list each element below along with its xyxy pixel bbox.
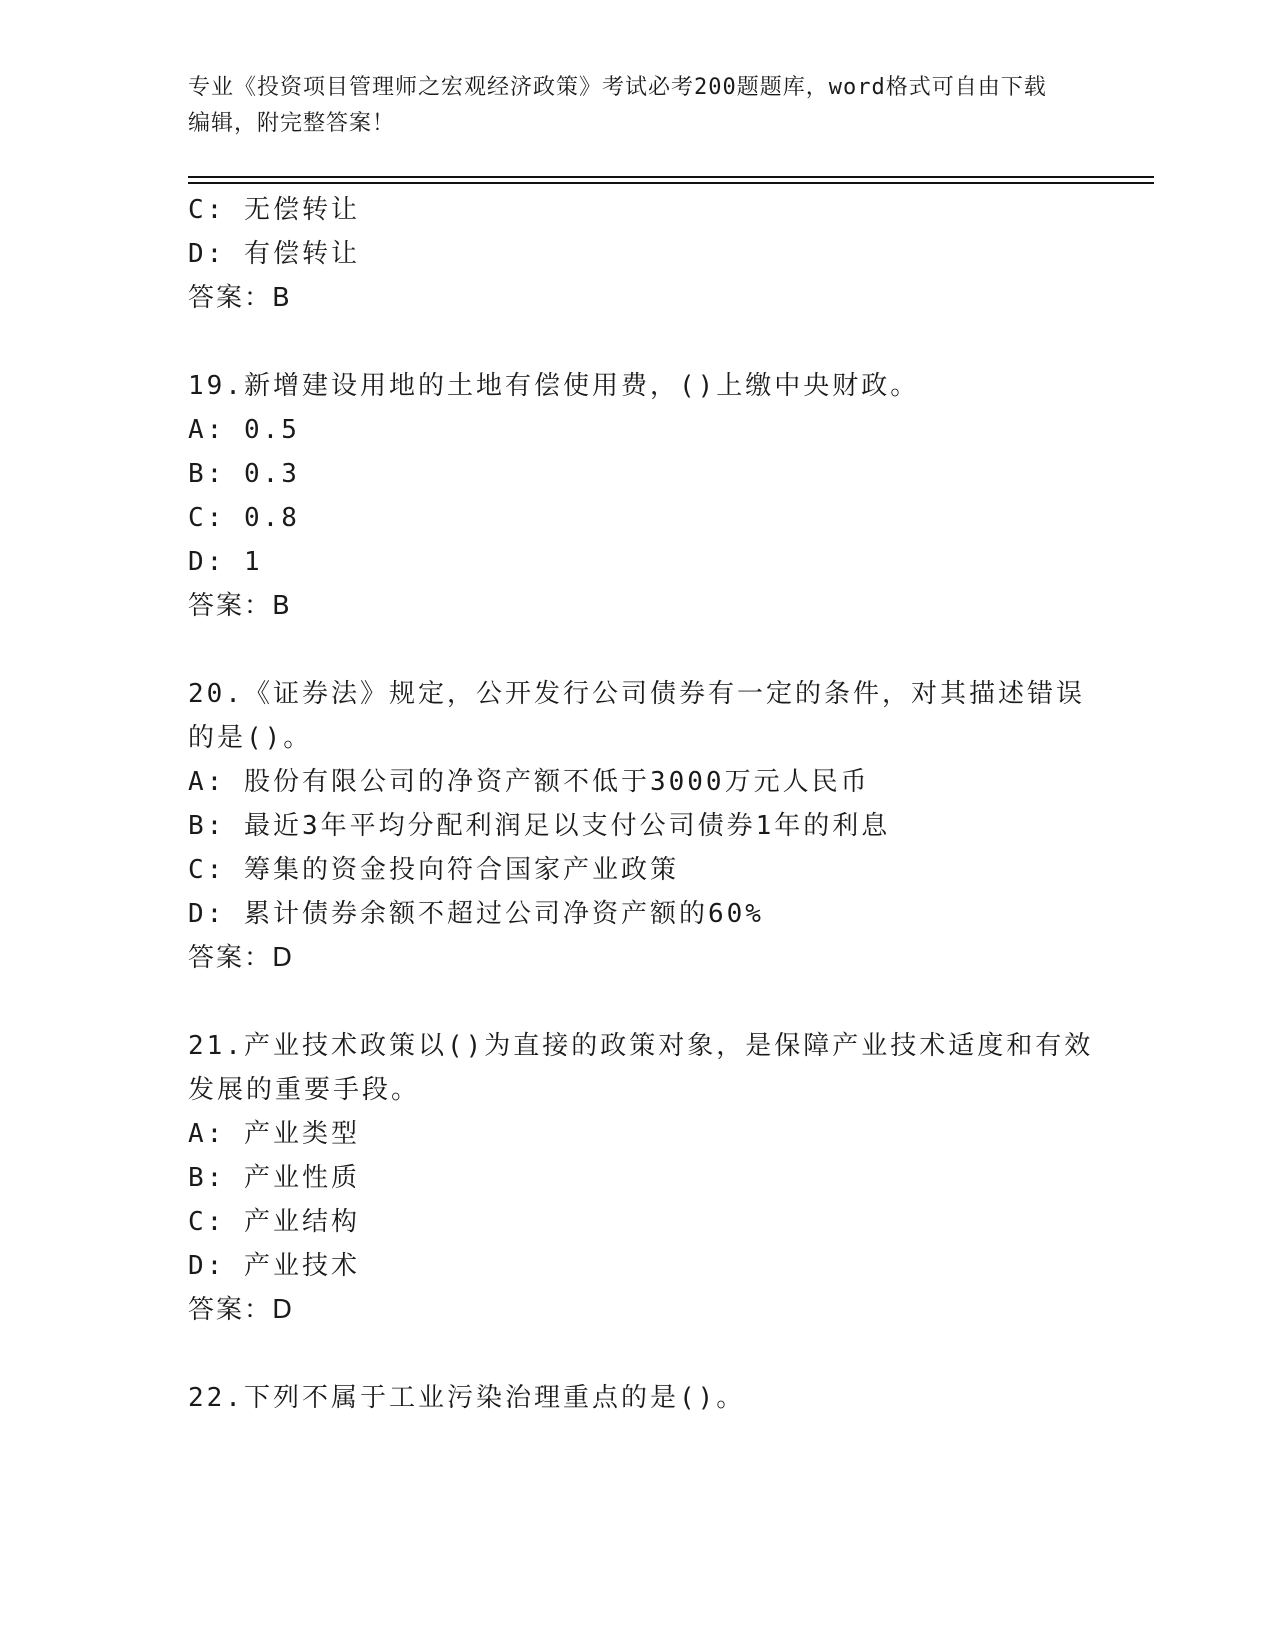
q19-option-a: A: 0.5 [188,415,300,445]
header-divider-bottom [188,182,1154,184]
q19-option-c: C: 0.8 [188,503,300,533]
q21-option-d: D: 产业技术 [188,1251,360,1281]
q19-answer: 答案：B [188,591,292,621]
header-divider-top [188,176,1154,178]
q18-option-c: C: 无偿转让 [188,195,360,225]
q18-answer: 答案：B [188,283,292,313]
q20-option-d: D: 累计债券余额不超过公司净资产额的60% [188,899,764,929]
q20-answer: 答案：D [188,943,295,973]
q20-stem-line2: 的是()。 [188,723,313,753]
q21-answer: 答案：D [188,1295,295,1325]
q21-option-a: A: 产业类型 [188,1119,360,1149]
q20-option-b: B: 最近3年平均分配利润足以支付公司债券1年的利息 [188,811,891,841]
q19-option-d: D: 1 [188,547,263,577]
q22-stem: 22.下列不属于工业污染治理重点的是()。 [188,1383,746,1413]
q20-option-a: A: 股份有限公司的净资产额不低于3000万元人民币 [188,767,870,797]
q21-option-b: B: 产业性质 [188,1163,360,1193]
q18-option-d: D: 有偿转让 [188,239,360,269]
q19-stem: 19.新增建设用地的土地有偿使用费，()上缴中央财政。 [188,371,920,401]
q20-option-c: C: 筹集的资金投向符合国家产业政策 [188,855,679,885]
q19-option-b: B: 0.3 [188,459,300,489]
q21-option-c: C: 产业结构 [188,1207,360,1237]
q20-stem-line1: 20.《证券法》规定，公开发行公司债券有一定的条件，对其描述错误 [188,679,1085,709]
q21-stem-line1: 21.产业技术政策以()为直接的政策对象，是保障产业技术适度和有效 [188,1031,1094,1061]
page-header-title: 专业《投资项目管理师之宏观经济政策》考试必考200题题库，word格式可自由下载编辑，附完整答案！ [188,75,1047,136]
q21-stem-line2: 发展的重要手段。 [188,1075,421,1105]
